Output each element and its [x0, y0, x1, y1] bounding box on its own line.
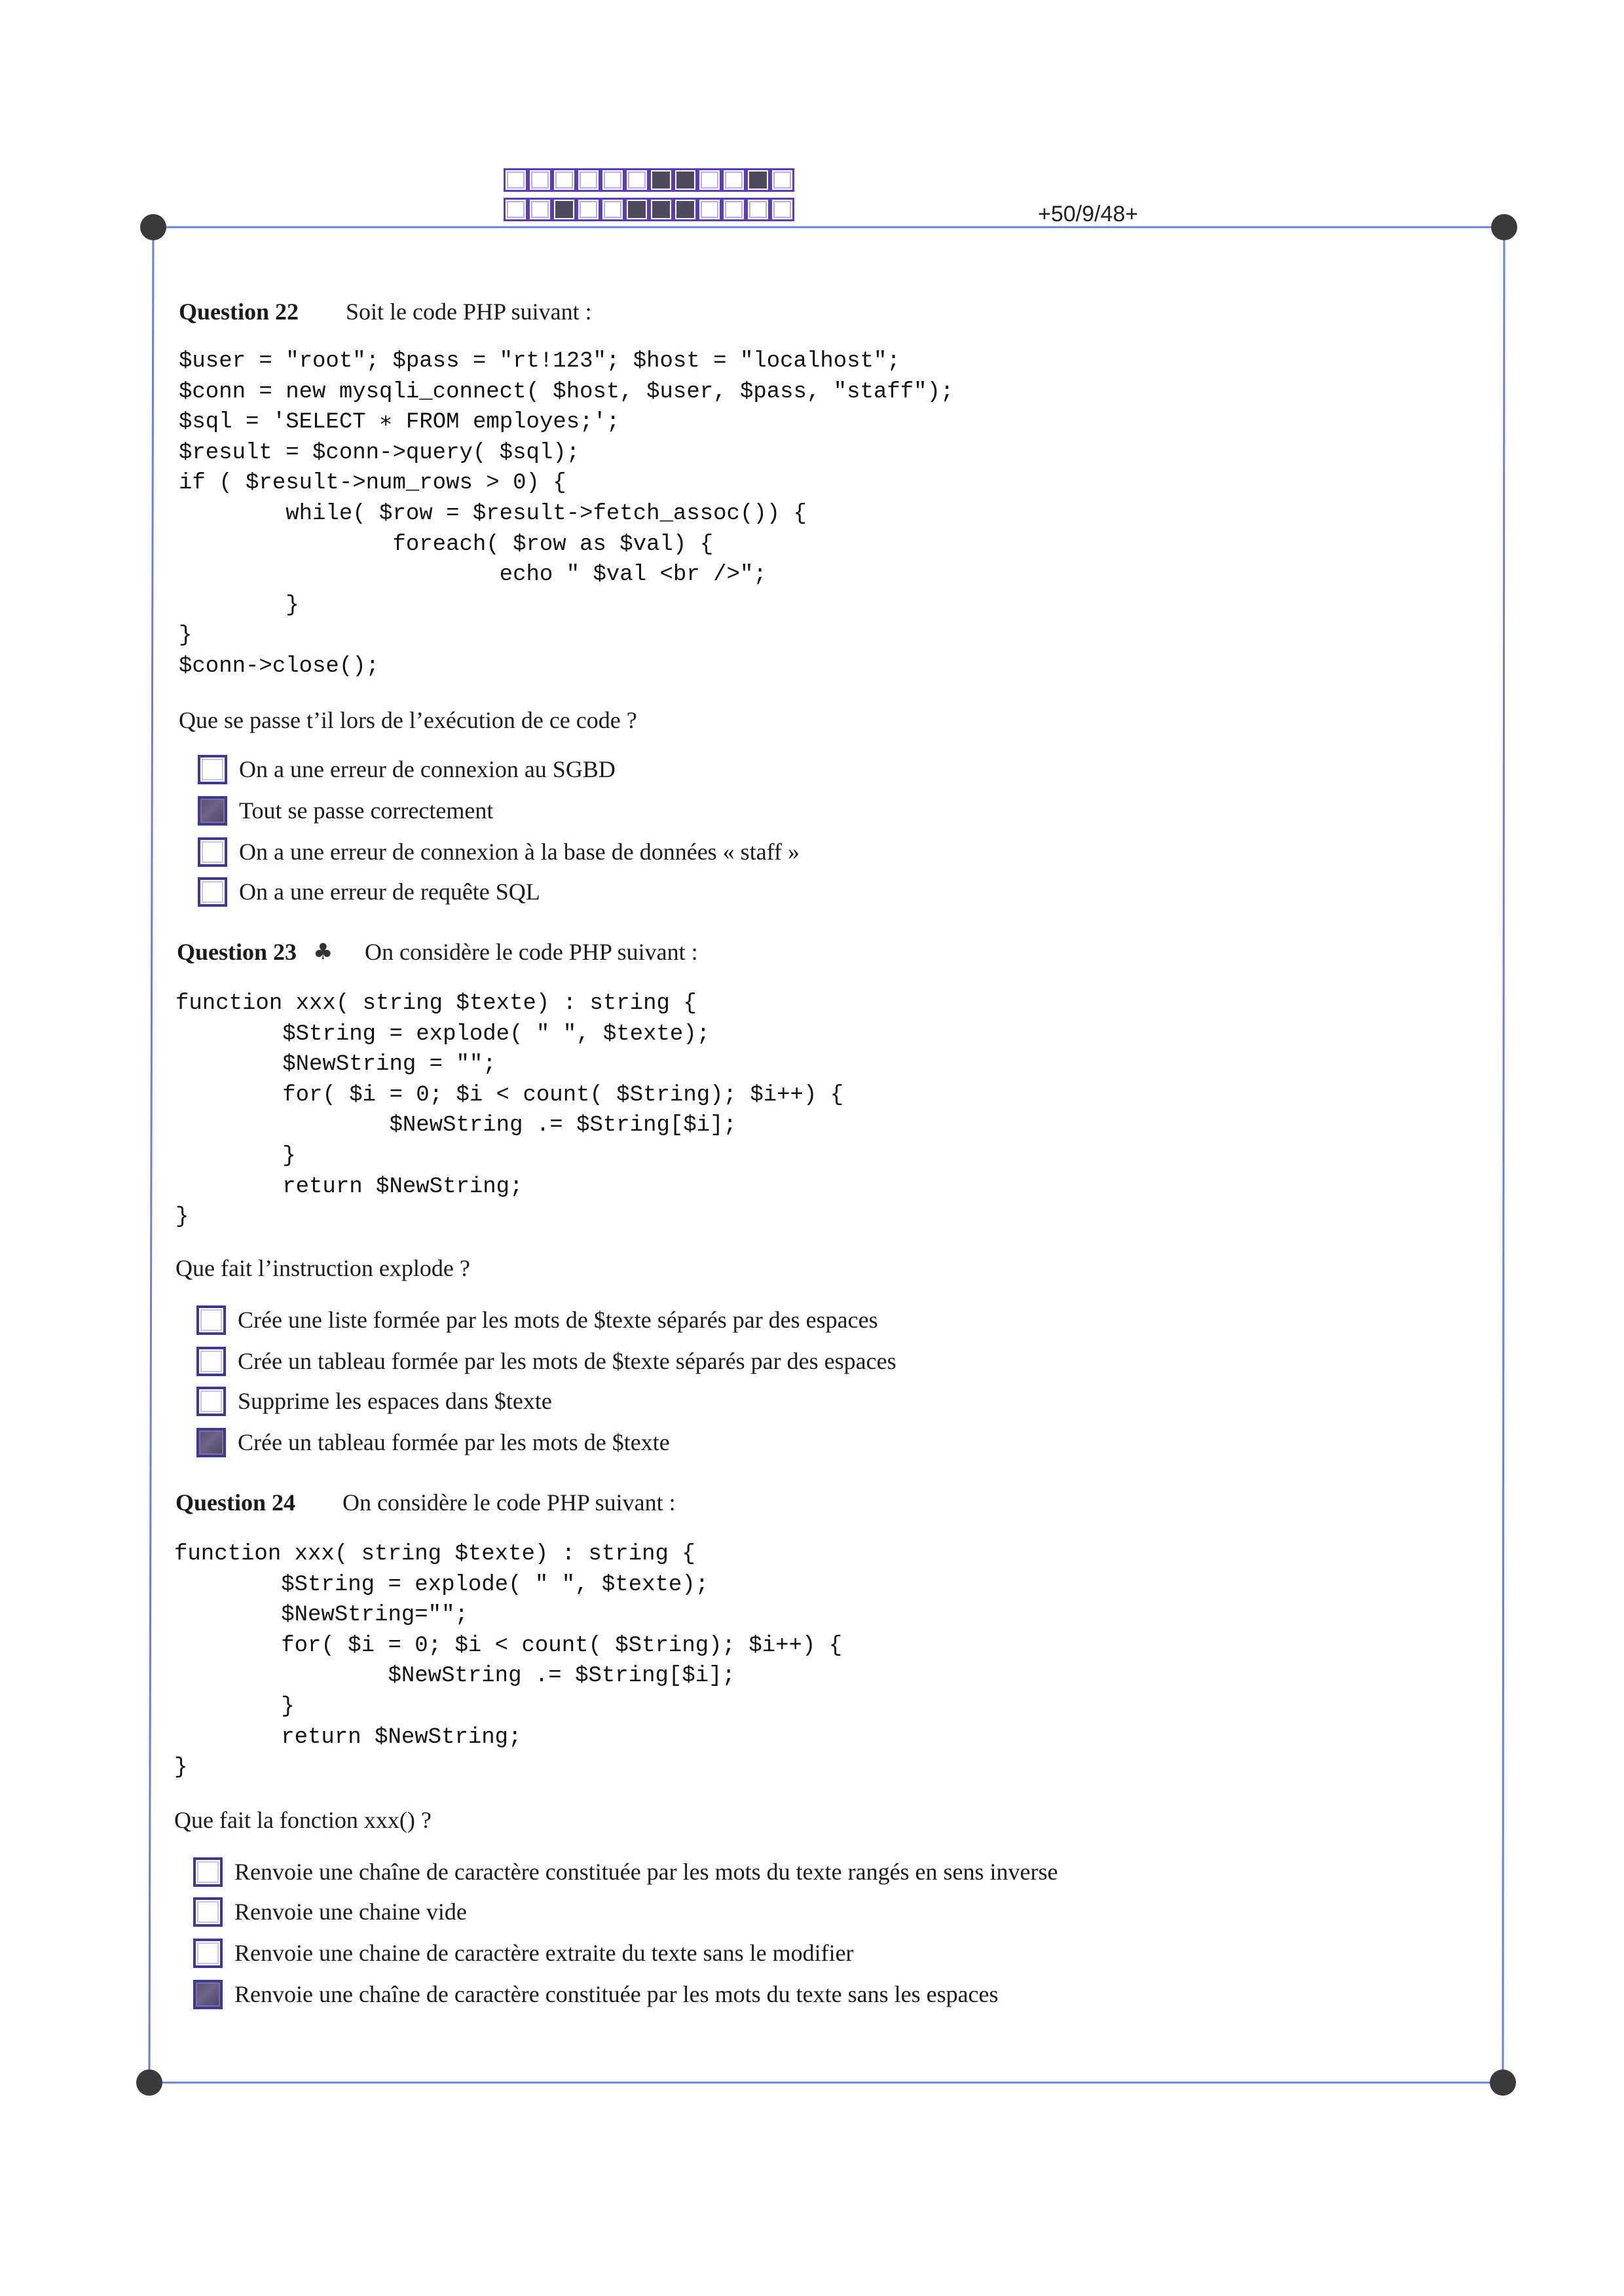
question-label: Question 22 [179, 299, 299, 325]
answer-option[interactable] [193, 1857, 1058, 1887]
frame-left-line [149, 227, 153, 2083]
mark-box-empty [552, 168, 576, 192]
registration-mark-top-right [1491, 214, 1517, 240]
mark-box-empty [722, 168, 746, 192]
answer-option[interactable] [198, 795, 493, 826]
code-listing: $user = "root"; $pass = "rt!123"; $host = "localhost"; $conn = new mysqli_connect( $host, $user, $pass, "staff"); $sql = 'SELECT ∗ FROM employes;'; $result = $conn->query( $sql); if ( $result->num_rows > 0) { while( $row = $result->fetch_assoc()) { foreach( $row as $val) { echo " $val <br />"; } } $conn->close(); [179, 349, 954, 679]
mark-box-filled [746, 168, 770, 192]
code-listing: function xxx( string $texte) : string { $String = explode( " ", $texte); $NewString=""; for( $i = 0; $i < count( $String); $i++) { $NewString .= $String[$i]; } return $NewString; } [174, 1542, 843, 1781]
question-22-header [179, 297, 1096, 327]
mark-box-empty [528, 198, 552, 221]
mark-box-empty [722, 198, 746, 221]
answer-option[interactable] [198, 877, 540, 907]
answer-label: Renvoie une chaine de caractère extraite du texte sans le modifier [234, 1940, 854, 1966]
mark-box-empty [504, 168, 528, 192]
mark-box-filled [649, 168, 673, 192]
page-id-marks [504, 168, 796, 221]
frame-right-line [1503, 227, 1504, 2083]
question-prompt: Soit le code PHP suivant : [346, 299, 592, 325]
answer-label: On a une erreur de requête SQL [239, 879, 540, 905]
page-code: +50/9/48+ [1038, 202, 1139, 227]
answer-option[interactable] [198, 837, 800, 867]
answer-checkbox[interactable] [196, 1305, 226, 1335]
answer-label: Crée un tableau formée par les mots de $texte [238, 1429, 670, 1455]
answer-label: On a une erreur de connexion à la base de données « staff » [239, 839, 800, 865]
answer-option[interactable] [196, 1427, 670, 1457]
answer-label: Renvoie une chaîne de caractère constituée par les mots du texte sans les espaces [234, 1981, 999, 2007]
code-listing: function xxx( string $texte) : string { $String = explode( " ", $texte); $NewString = ""; for( $i = 0; $i < count( $String); $i++) { $NewString .= $String[$i]; } return $NewString; } [175, 991, 844, 1230]
question-label: Question 23 [177, 939, 297, 965]
mark-box-empty [770, 198, 794, 221]
question-text: Que fait la fonction xxx() ? [174, 1807, 432, 1833]
answer-checkbox[interactable] [196, 1387, 226, 1416]
answer-option[interactable] [196, 1305, 878, 1335]
mark-box-empty [697, 198, 722, 221]
mark-box-empty [504, 198, 528, 221]
mark-box-empty [770, 168, 794, 192]
answer-label: Renvoie une chaine vide [234, 1899, 467, 1925]
club-icon: ♣ [313, 939, 333, 965]
question-24-header [175, 1487, 1092, 1518]
question-label: Question 24 [175, 1489, 296, 1516]
answer-checkbox[interactable] [198, 877, 227, 907]
answer-checkbox[interactable] [193, 1939, 223, 1968]
answer-label: Renvoie une chaîne de caractère constituée par les mots du texte rangés en sens inverse [234, 1859, 1058, 1885]
mark-box-empty [746, 198, 770, 221]
answer-option[interactable] [198, 754, 616, 784]
answer-label: On a une erreur de connexion au SGBD [239, 756, 616, 782]
answer-checkbox[interactable] [198, 796, 227, 826]
answer-option[interactable] [193, 1979, 999, 2009]
mark-box-empty [600, 168, 625, 192]
answer-checkbox[interactable] [198, 837, 227, 867]
answer-label: Tout se passe correctement [239, 797, 494, 824]
question-23-header [177, 937, 1094, 967]
mark-box-filled [625, 198, 649, 221]
mark-box-filled [649, 198, 673, 221]
question-prompt: On considère le code PHP suivant : [342, 1489, 676, 1516]
answer-checkbox[interactable] [196, 1347, 226, 1376]
answer-label: Crée un tableau formée par les mots de $texte séparés par des espaces [238, 1348, 896, 1374]
mark-box-filled [673, 198, 697, 221]
mark-box-empty [576, 198, 600, 221]
answer-checkbox[interactable] [196, 1428, 226, 1457]
question-prompt: On considère le code PHP suivant : [365, 939, 698, 965]
registration-mark-bottom-right [1490, 2069, 1516, 2096]
answer-option[interactable] [196, 1346, 896, 1376]
mark-box-empty [528, 168, 552, 192]
answer-option[interactable] [196, 1386, 552, 1416]
mark-box-empty [697, 168, 722, 192]
answer-option[interactable] [193, 1938, 854, 1968]
answer-checkbox[interactable] [193, 1980, 223, 2009]
answer-checkbox[interactable] [193, 1857, 223, 1887]
registration-mark-bottom-left [136, 2069, 162, 2096]
answer-checkbox[interactable] [193, 1897, 223, 1927]
question-text: Que se passe t’il lors de l’exécution de ce code ? [179, 707, 637, 733]
mark-box-empty [576, 168, 600, 192]
mark-box-empty [600, 198, 625, 221]
mark-box-empty [625, 168, 649, 192]
marks-row-2 [504, 198, 796, 221]
question-text: Que fait l’instruction explode ? [175, 1255, 470, 1281]
answer-label: Crée une liste formée par les mots de $texte séparés par des espaces [238, 1307, 878, 1333]
answer-option[interactable] [193, 1897, 467, 1927]
answer-checkbox[interactable] [198, 755, 227, 784]
mark-box-filled [552, 198, 576, 221]
answer-label: Supprime les espaces dans $texte [238, 1388, 552, 1414]
marks-row-1 [504, 168, 796, 192]
registration-mark-top-left [140, 214, 166, 240]
mark-box-filled [673, 168, 697, 192]
